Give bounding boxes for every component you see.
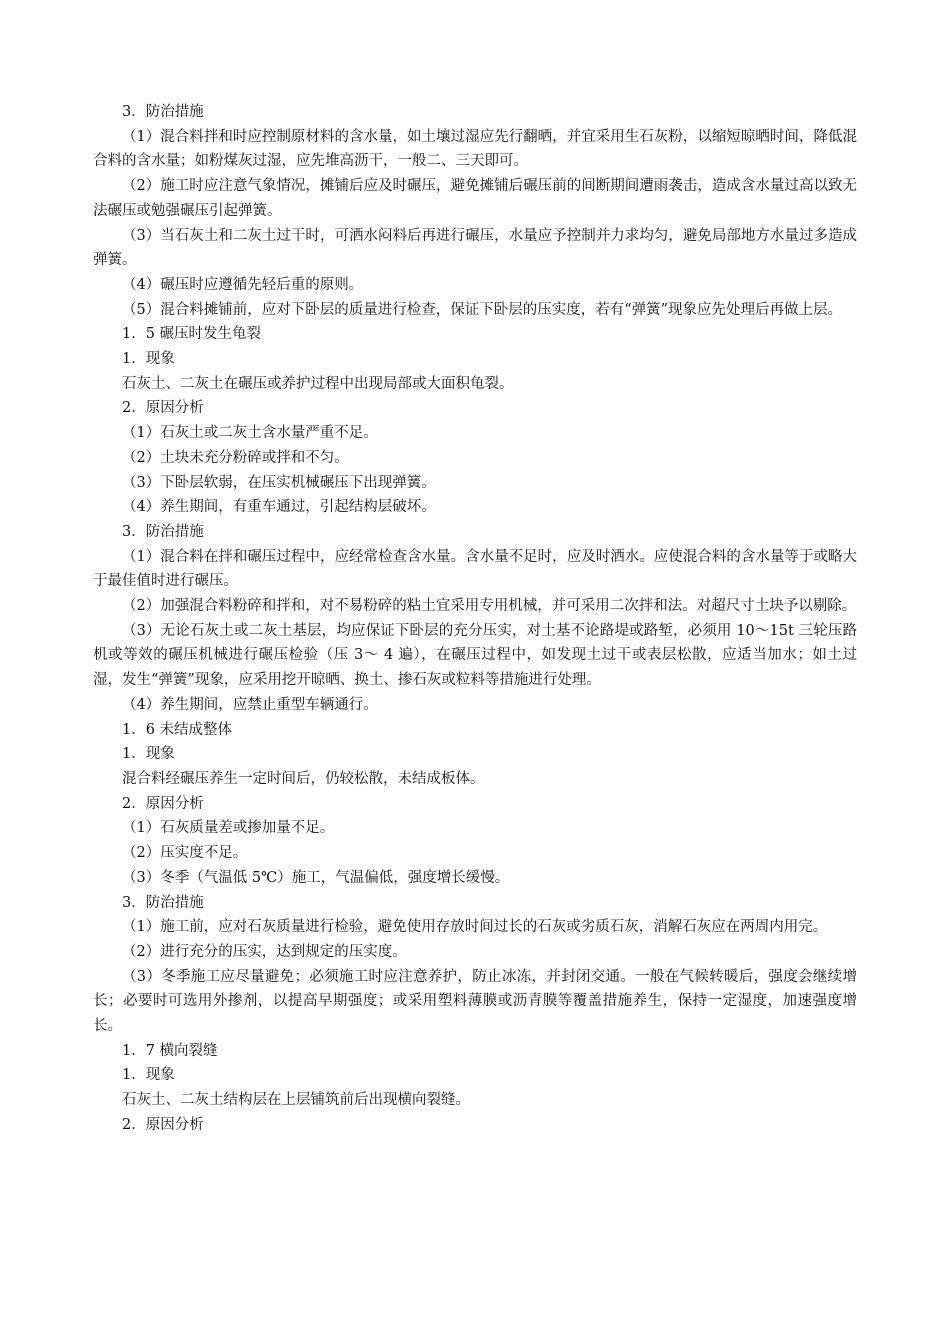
paragraph: （1）混合料拌和时应控制原材料的含水量，如土壤过湿应先行翻晒，并宜采用生石灰粉，以缩短晾晒时间，降低混合料的含水量；如粉煤灰过湿，应先堆高沥干，一般二、三天即可。 <box>93 128 857 170</box>
paragraph: 石灰土、二灰土结构层在上层铺筑前后出现横向裂缝。 <box>122 1092 470 1109</box>
subheading-prevention-measures: 3．防治措施 <box>122 523 204 540</box>
paragraph: （5）混合料摊铺前，应对下卧层的质量进行检查，保证下卧层的压实度，若有“弹簧”现象应先处理后再做上层。 <box>122 301 843 318</box>
paragraph: （1）混合料在拌和碾压过程中，应经常检查含水量。含水量不足时，应及时洒水。应使混合料的含水量等于或略大于最佳值时进行碾压。 <box>93 548 857 590</box>
subheading-phenomenon: 1．现象 <box>122 351 175 368</box>
paragraph: （3）冬季（气温低 5℃）施工，气温偏低，强度增长缓慢。 <box>122 869 510 886</box>
paragraph: （3）无论石灰土或二灰土基层，均应保证下卧层的充分压实，对土基不论路堤或路堑，必须用 10～15t 三轮压路机或等效的碾压机械进行碾压检验（压 3～ 4 遍），在碾压过程中，如发现土过干或表层松散，应适当加水；如土过湿，发生“弹簧”现象，应采用挖开晾晒、换土、掺石灰或粒料等措施进行处理。 <box>93 622 857 689</box>
paragraph: （3）当石灰土和二灰土过干时，可洒水闷料后再进行碾压，水量应予控制并力求均匀，避免局部地方水量过多造成弹簧。 <box>93 227 857 269</box>
paragraph: 石灰土、二灰土在碾压或养护过程中出现局部或大面积龟裂。 <box>122 375 514 392</box>
paragraph: （3）下卧层软弱，在压实机械碾压下出现弹簧。 <box>122 474 436 491</box>
paragraph: （1）施工前，应对石灰质量进行检验，避免使用存放时间过长的石灰或劣质石灰，消解石灰应在两周内用完。 <box>122 919 828 936</box>
paragraph: （2）加强混合料粉碎和拌和，对不易粉碎的粘土宜采用专用机械，并可采用二次拌和法。对超尺寸土块予以剔除。 <box>122 598 857 615</box>
subheading-phenomenon: 1．现象 <box>122 746 175 763</box>
section-heading-prevention-measures: 3．防治措施 <box>122 104 204 120</box>
document-body <box>93 100 857 1138</box>
subheading-cause-analysis: 2．原因分析 <box>122 400 204 417</box>
paragraph: （2）施工时应注意气象情况，摊铺后应及时碾压，避免摊铺后碾压前的间断期间遭雨袭击，造成含水量过高以致无法碾压或勉强碾压引起弹簧。 <box>93 178 857 219</box>
section-heading-1-6: 1．6 未结成整体 <box>122 721 233 738</box>
paragraph: （2）压实度不足。 <box>122 845 248 862</box>
subheading-cause-analysis: 2．原因分析 <box>122 1116 204 1133</box>
subheading-phenomenon: 1．现象 <box>122 1067 175 1084</box>
paragraph: （1）石灰土或二灰土含水量严重不足。 <box>122 425 378 442</box>
subheading-prevention-measures: 3．防治措施 <box>122 894 204 911</box>
section-heading-1-7: 1．7 横向裂缝 <box>122 1042 218 1059</box>
paragraph: （4）碾压时应遵循先轻后重的原则。 <box>122 276 364 293</box>
paragraph: （1）石灰质量差或掺加量不足。 <box>122 820 335 837</box>
subheading-cause-analysis: 2．原因分析 <box>122 795 204 812</box>
paragraph: （3）冬季施工应尽量避免；必须施工时应注意养护，防止冰冻，并封闭交通。一般在气候转暖后，强度会继续增长；必要时可选用外掺剂，以提高早期强度；或采用塑料薄膜或沥青膜等覆盖措施养生，保持一定湿度，加速强度增长。 <box>93 968 857 1035</box>
paragraph: （2）进行充分的压实，达到规定的压实度。 <box>122 943 407 960</box>
section-heading-1-5: 1．5 碾压时发生龟裂 <box>122 326 262 343</box>
paragraph: （2）土块未充分粉碎或拌和不匀。 <box>122 449 349 466</box>
paragraph: 混合料经碾压养生一定时间后，仍较松散，未结成板体。 <box>122 770 485 787</box>
paragraph: （4）养生期间，应禁止重型车辆通行。 <box>122 696 378 713</box>
paragraph: （4）养生期间，有重车通过，引起结构层破坏。 <box>122 499 436 516</box>
